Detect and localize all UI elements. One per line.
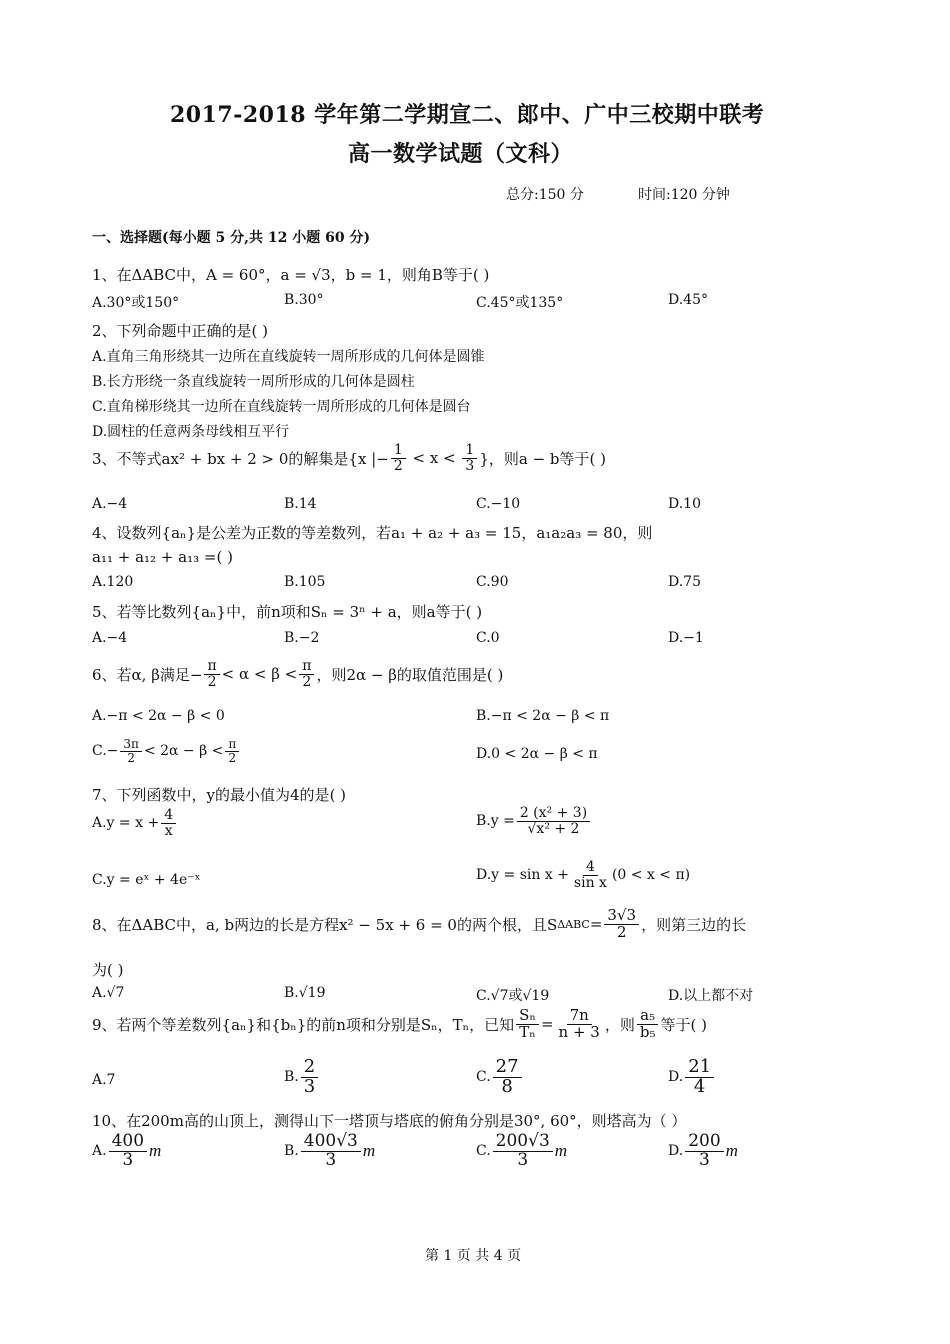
question-1-stem: 1、在ΔABC中，A = 60°，a = √3，b = 1，则角B等于( ) (92, 266, 490, 284)
question-1-option-c: C.45°或135° (476, 295, 564, 311)
exam-subtitle: 高一数学试题（文科） (348, 141, 574, 167)
question-10-option-a (92, 1133, 161, 1170)
question-7-option-b (476, 806, 592, 836)
fraction: $\frac{3\pi}{2}$ (120, 738, 142, 764)
question-9-option-b (284, 1058, 320, 1097)
question-7-option-a (92, 808, 178, 838)
question-6-option-c (92, 738, 241, 764)
question-3-option-c: C.−10 (476, 496, 521, 512)
question-6-stem (92, 659, 503, 689)
page-footer: 第 1 页 共 4 页 (425, 1248, 522, 1264)
question-6-stem-post: ，则2α − β的取值范围是( ) (316, 665, 504, 684)
fraction: $\frac{1}{2}$ (391, 443, 406, 473)
unit-m: m (362, 1141, 376, 1161)
fraction: $\frac{4}{x}$ (161, 808, 176, 838)
question-2-option-a: A.直角三角形绕其一边所在直线旋转一周所形成的几何体是圆锥 (92, 349, 485, 365)
question-10-option-b-label: B. (284, 1143, 299, 1160)
question-2-option-d: D.圆柱的任意两条母线相互平行 (92, 424, 290, 440)
time-limit: 时间:120 分钟 (638, 187, 730, 203)
question-1-option-b: B.30° (284, 292, 324, 308)
question-5-stem: 5、若等比数列{aₙ}中，前n项和Sₙ = 3ⁿ + a，则a等于( ) (92, 603, 483, 621)
question-8-stem-pre: 8、在ΔABC中，a, b两边的长是方程x² − 5x + 6 = 0的两个根，且S (92, 915, 558, 934)
question-9-stem (92, 1008, 707, 1041)
question-2-option-b: B.长方形绕一条直线旋转一周所形成的几何体是圆柱 (92, 374, 415, 390)
unit-m: m (149, 1141, 162, 1161)
question-10-option-c (476, 1133, 567, 1170)
section-heading: 一、选择题(每小题 5 分,共 12 小题 60 分) (92, 230, 371, 246)
fraction: $\frac{400√3}{3}$ (301, 1133, 361, 1170)
question-3-option-d: D.10 (668, 496, 701, 512)
question-9-stem-mid: = (540, 1015, 554, 1034)
question-3-option-a: A.−4 (92, 496, 128, 512)
unit-m: m (725, 1141, 738, 1161)
question-6-stem-mid: < α < β < (221, 665, 298, 684)
question-2-option-c: C.直角梯形绕其一边所在直线旋转一周所形成的几何体是圆台 (92, 399, 471, 415)
question-6-stem-pre: 6、若α, β满足− (92, 665, 203, 684)
question-9-option-a: A.7 (92, 1072, 116, 1088)
question-10-option-b (284, 1133, 375, 1170)
fraction: $\frac{7n}{n + 3}$ (558, 1006, 600, 1041)
question-1-option-d: D.45° (668, 292, 708, 308)
question-7-option-d (476, 860, 690, 890)
question-5-option-b: B.−2 (284, 630, 320, 646)
fraction: $\frac{\pi}{2}$ (225, 738, 239, 764)
fraction: $\frac{27}{8}$ (493, 1058, 522, 1097)
question-8-subscript: ΔABC (557, 917, 590, 931)
question-7-option-b-pre: B.y = (476, 813, 515, 830)
total-score: 总分:150 分 (506, 187, 584, 203)
fraction: $\frac{2}{3}$ (301, 1058, 318, 1097)
question-6-option-d: D.0 < 2α − β < π (476, 746, 598, 762)
fraction: $\frac{200√3}{3}$ (493, 1133, 553, 1170)
fraction: $\frac{\pi}{2}$ (204, 659, 219, 689)
question-9-option-b-label: B. (284, 1069, 299, 1086)
question-6-option-b: B.−π < 2α − β < π (476, 708, 610, 724)
fraction: $\frac{\pi}{2}$ (299, 659, 314, 689)
question-5-option-a: A.−4 (92, 630, 128, 646)
question-4-stem: 4、设数列{aₙ}是公差为正数的等差数列，若a₁ + a₂ + a₃ = 15，a₁a₂a₃ = 80，则 (92, 524, 653, 542)
question-8-stem (92, 908, 746, 941)
question-8-stem-mid: = (589, 915, 603, 934)
question-10-option-c-label: C. (476, 1143, 491, 1160)
question-4-option-d: D.75 (668, 574, 701, 590)
fraction: $\frac{200}{3}$ (685, 1133, 723, 1170)
fraction: $\frac{\text{a₅}}{\text{b₅}}$ (637, 1008, 659, 1041)
question-7-option-c: C.y = eˣ + 4e⁻ˣ (92, 872, 201, 888)
fraction: $\frac{400}{3}$ (109, 1133, 147, 1170)
question-8-stem-2: 为( ) (92, 961, 124, 979)
question-7-option-d-post: (0 < x < π) (611, 867, 691, 884)
question-6-option-c-pre: C.− (92, 743, 119, 760)
question-6-option-c-mid: < 2α − β < (143, 743, 224, 760)
question-10-option-d-label: D. (668, 1143, 684, 1160)
fraction: $\frac{3√3}{2}$ (604, 908, 639, 941)
question-7-option-a-pre: A.y = x + (92, 815, 160, 832)
fraction: $\frac{\text{Sₙ}}{\text{Tₙ}}$ (516, 1008, 539, 1041)
question-10-stem: 10、在200m高的山顶上，测得山下一塔顶与塔底的俯角分别是30°, 60°，则塔高为（ ） (92, 1112, 687, 1130)
question-8-option-a: A.√7 (92, 985, 125, 1001)
question-9-option-d-label: D. (668, 1069, 684, 1086)
question-3-stem (92, 443, 606, 473)
fraction: $\frac{\text{2 (x² + 3)}}{\text{√x² + 2}}$ (517, 806, 590, 836)
question-1-option-a: A.30°或150° (92, 295, 180, 311)
question-10-option-d (668, 1133, 738, 1170)
question-9-option-d (668, 1058, 716, 1097)
question-2-stem: 2、下列命题中正确的是( ) (92, 322, 269, 340)
question-8-option-d: D.以上都不对 (668, 988, 754, 1004)
question-6-option-a: A.−π < 2α − β < 0 (92, 708, 225, 724)
exam-title: 2017-2018 学年第二学期宣二、郎中、广中三校期中联考 (170, 102, 765, 128)
question-9-option-c (476, 1058, 524, 1097)
question-5-option-d: D.−1 (668, 630, 704, 646)
question-7-stem: 7、下列函数中，y的最小值为4的是( ) (92, 786, 347, 804)
question-8-stem-post: ，则第三边的长 (641, 915, 747, 934)
question-9-option-c-label: C. (476, 1069, 491, 1086)
question-4-option-b: B.105 (284, 574, 326, 590)
fraction: $\frac{4}{\text{sin x}}$ (573, 859, 607, 891)
question-3-stem-post: }，则a − b等于( ) (479, 449, 607, 468)
question-4-option-a: A.120 (92, 574, 134, 590)
question-10-option-a-label: A. (92, 1143, 107, 1160)
fraction: $\frac{21}{4}$ (685, 1058, 714, 1097)
question-3-option-b: B.14 (284, 496, 317, 512)
fraction: $\frac{1}{3}$ (462, 443, 477, 473)
question-9-stem-pre: 9、若两个等差数列{aₙ}和{bₙ}的前n项和分别是Sₙ，Tₙ，已知 (92, 1015, 515, 1034)
question-7-option-d-pre: D.y = sin x + (476, 867, 569, 884)
question-9-stem-mid2: ，则 (604, 1015, 635, 1034)
question-8-option-b: B.√19 (284, 985, 326, 1001)
question-3-stem-pre: 3、不等式ax² + bx + 2 > 0的解集是{x |− (92, 449, 389, 468)
question-4-option-c: C.90 (476, 574, 509, 590)
question-8-option-c: C.√7或√19 (476, 988, 550, 1004)
unit-m: m (554, 1141, 568, 1161)
question-9-stem-post: 等于( ) (660, 1015, 707, 1034)
question-3-ineq: < x < (407, 449, 461, 468)
question-4-stem-2: a₁₁ + a₁₂ + a₁₃ =( ) (92, 548, 233, 566)
question-5-option-c: C.0 (476, 630, 500, 646)
